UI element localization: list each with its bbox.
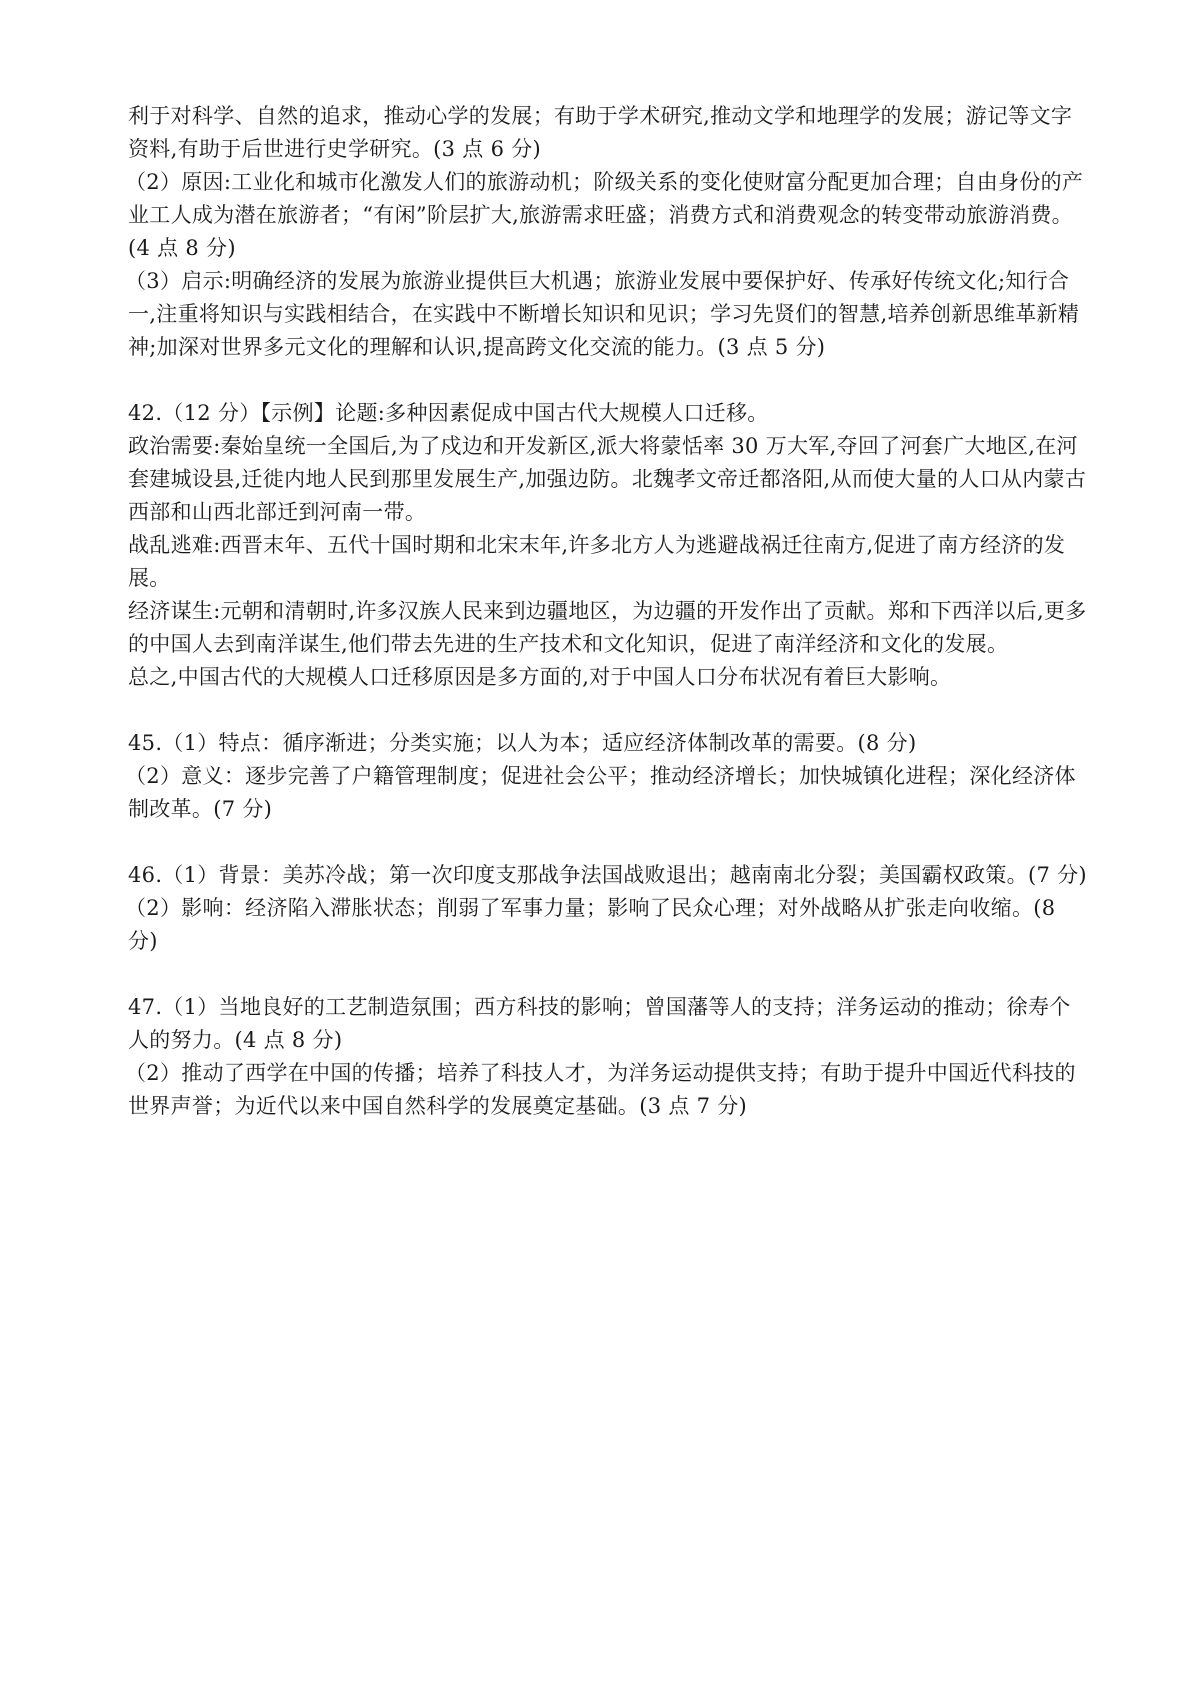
section-gap bbox=[128, 694, 1088, 727]
section-gap bbox=[128, 364, 1088, 397]
q45-section bbox=[125, 727, 1088, 826]
q46-part1-answer: 46.（1）背景：美苏冷战；第一次印度支那战争法国战败退出；越南南北分裂；美国霸权政策。(7 分) bbox=[128, 863, 1087, 887]
q42-economic-reason: 经济谋生:元朝和清朝时,许多汉族人民来到边疆地区，为边疆的开发作出了贡献。郑和下西洋以后,更多的中国人去到南洋谋生,他们带去先进的生产技术和文化知识，促进了南洋经济和文化的发展。 bbox=[128, 599, 1087, 656]
q42-section bbox=[128, 397, 1088, 694]
q42-thesis: 42.（12 分）【示例】论题:多种因素促成中国古代大规模人口迁移。 bbox=[128, 401, 769, 425]
q47-section bbox=[125, 991, 1088, 1123]
q42-political-reason: 政治需要:秦始皇统一全国后,为了戍边和开发新区,派大将蒙恬率 30 万大军,夺回了河套广大地区,在河套建城设县,迁徙内地人民到那里发展生产,加强边防。北魏孝文帝迁都洛阳,从而使大量的人口从内蒙古西部和山西北部迁到河南一带。 bbox=[128, 434, 1087, 524]
q41-continued-section bbox=[125, 100, 1088, 364]
q42-war-reason: 战乱逃难:西晋末年、五代十国时期和北宋末年,许多北方人为逃避战祸迁往南方,促进了南方经济的发展。 bbox=[128, 533, 1066, 590]
q45-part1-answer: 45.（1）特点：循序渐进；分类实施；以人为本；适应经济体制改革的需要。(8 分) bbox=[128, 731, 917, 755]
q41-part3-answer: （3）启示:明确经济的发展为旅游业提供巨大机遇；旅游业发展中要保护好、传承好传统文化;知行合一,注重将知识与实践相结合，在实践中不断增长知识和见识；学习先贤们的智慧,培养创新思维革新精神;加深对世界多元文化的理解和认识,提高跨文化交流的能力。(3 点 5 分) bbox=[125, 269, 1080, 359]
q47-part1-answer: 47.（1）当地良好的工艺制造氛围；西方科技的影响；曾国藩等人的支持；洋务运动的推动；徐寿个人的努力。(4 点 8 分) bbox=[128, 995, 1071, 1052]
q46-part2-answer: （2）影响：经济陷入滞胀状态；削弱了军事力量；影响了民众心理；对外战略从扩张走向收缩。(8 分) bbox=[125, 896, 1056, 953]
q46-section bbox=[125, 859, 1088, 958]
section-gap bbox=[128, 958, 1088, 991]
q45-part2-answer: （2）意义：逐步完善了户籍管理制度；促进社会公平；推动经济增长；加快城镇化进程；深化经济体制改革。(7 分) bbox=[125, 764, 1076, 821]
q47-part2-answer: （2）推动了西学在中国的传播；培养了科技人才，为洋务运动提供支持；有助于提升中国近代科技的世界声誉；为近代以来中国自然科学的发展奠定基础。(3 点 7 分) bbox=[125, 1061, 1076, 1118]
answer-key-content bbox=[125, 100, 1088, 1123]
q41-part1-tail: 利于对科学、自然的追求，推动心学的发展；有助于学术研究,推动文学和地理学的发展；游记等文字资料,有助于后世进行史学研究。(3 点 6 分) bbox=[128, 104, 1073, 161]
q42-conclusion: 总之,中国古代的大规模人口迁移原因是多方面的,对于中国人口分布状况有着巨大影响。 bbox=[128, 665, 952, 689]
section-gap bbox=[128, 826, 1088, 859]
q41-part2-answer: （2）原因:工业化和城市化激发人们的旅游动机；阶级关系的变化使财富分配更加合理；自由身份的产业工人成为潜在旅游者；“有闲”阶层扩大,旅游需求旺盛；消费方式和消费观念的转变带动旅游消费。(4 点 8 分) bbox=[125, 170, 1084, 260]
